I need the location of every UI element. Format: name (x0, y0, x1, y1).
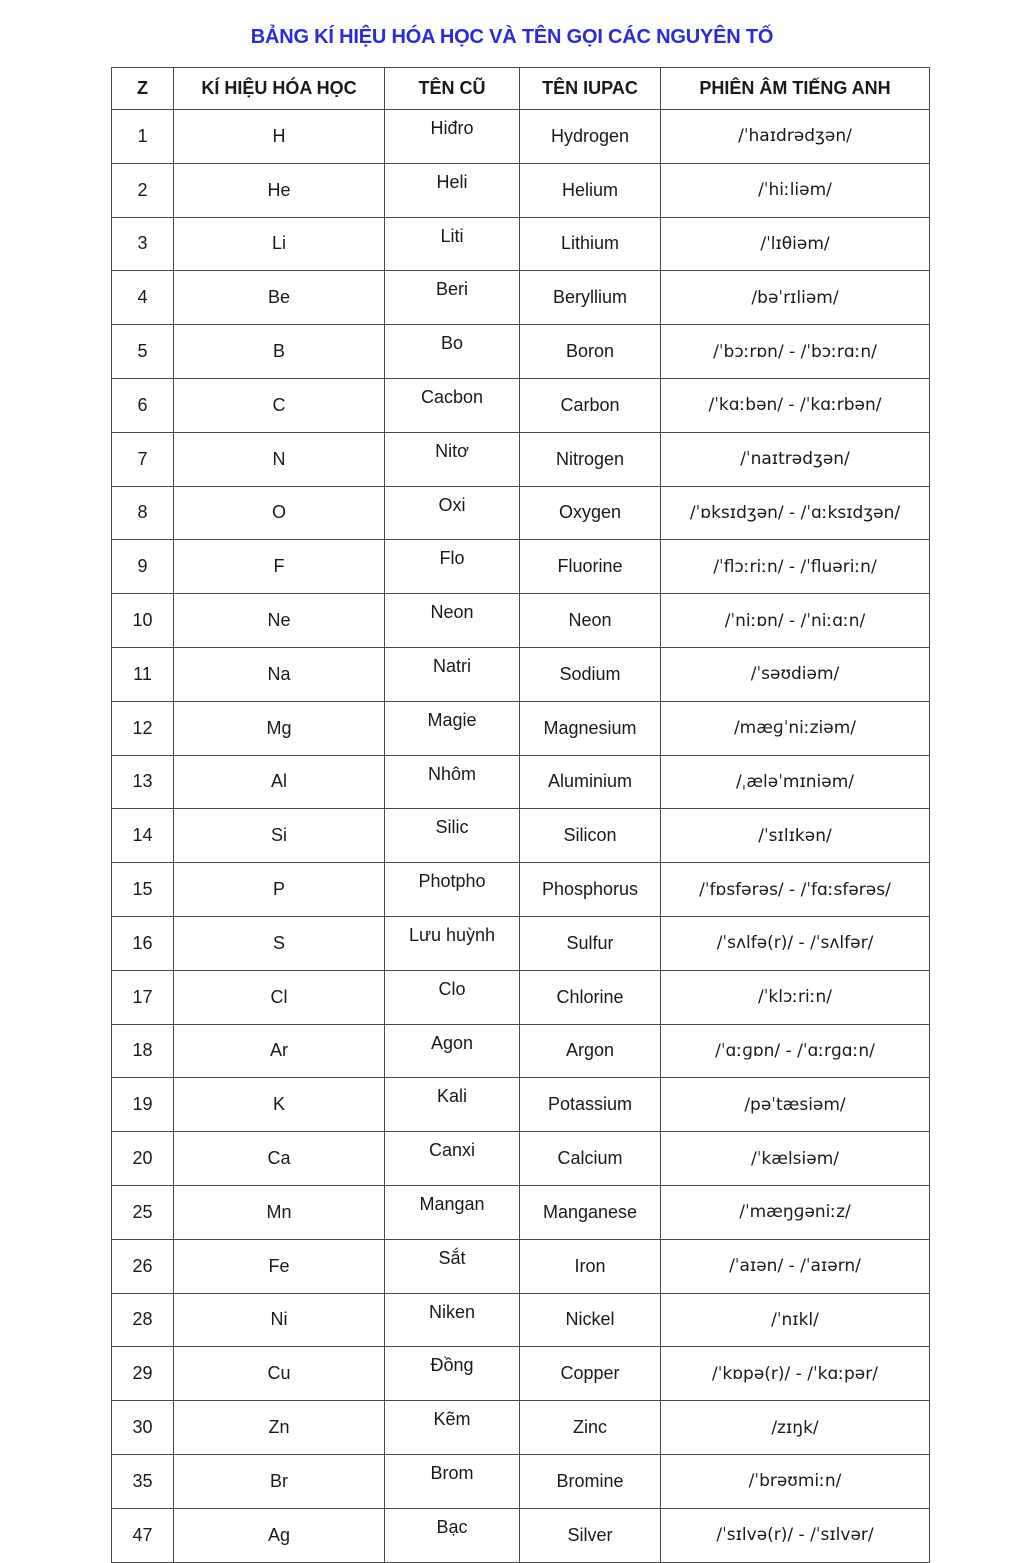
cell-symbol: Li (174, 217, 385, 271)
cell-z: 4 (112, 271, 174, 325)
cell-old-name: Nhôm (385, 755, 520, 809)
cell-z: 26 (112, 1239, 174, 1293)
cell-symbol: Ag (174, 1508, 385, 1562)
cell-old-name: Kali (385, 1078, 520, 1132)
table-row (112, 540, 930, 594)
column-header-iupac: TÊN IUPAC (520, 68, 661, 110)
cell-old-name: Clo (385, 970, 520, 1024)
cell-old-name: Agon (385, 1024, 520, 1078)
column-header-z: Z (112, 68, 174, 110)
cell-iupac: Magnesium (520, 701, 661, 755)
cell-ipa: /mæɡˈniːziəm/ (661, 701, 930, 755)
cell-symbol: Mg (174, 701, 385, 755)
cell-z: 47 (112, 1508, 174, 1562)
cell-symbol: H (174, 110, 385, 164)
table-row (112, 755, 930, 809)
cell-iupac: Oxygen (520, 486, 661, 540)
table-row (112, 1078, 930, 1132)
cell-iupac: Carbon (520, 378, 661, 432)
cell-symbol: O (174, 486, 385, 540)
cell-z: 3 (112, 217, 174, 271)
table-row (112, 1454, 930, 1508)
cell-ipa: /ˈmæŋɡəniːz/ (661, 1185, 930, 1239)
cell-iupac: Helium (520, 163, 661, 217)
cell-z: 30 (112, 1401, 174, 1455)
cell-symbol: Al (174, 755, 385, 809)
cell-ipa: /pəˈtæsiəm/ (661, 1078, 930, 1132)
cell-old-name: Canxi (385, 1132, 520, 1186)
cell-z: 10 (112, 594, 174, 648)
cell-old-name: Neon (385, 594, 520, 648)
cell-ipa: /ˈkɒpə(r)/ - /ˈkɑːpər/ (661, 1347, 930, 1401)
cell-z: 17 (112, 970, 174, 1024)
cell-iupac: Potassium (520, 1078, 661, 1132)
cell-old-name: Beri (385, 271, 520, 325)
cell-ipa: /ˈbrəʊmiːn/ (661, 1454, 930, 1508)
cell-ipa: /ˈkɑːbən/ - /ˈkɑːrbən/ (661, 378, 930, 432)
cell-ipa: /ˈsʌlfə(r)/ - /ˈsʌlfər/ (661, 916, 930, 970)
cell-iupac: Chlorine (520, 970, 661, 1024)
cell-iupac: Nickel (520, 1293, 661, 1347)
cell-iupac: Iron (520, 1239, 661, 1293)
cell-old-name: Bạc (385, 1508, 520, 1562)
cell-iupac: Beryllium (520, 271, 661, 325)
elements-table (111, 67, 930, 1563)
cell-symbol: Ne (174, 594, 385, 648)
cell-z: 5 (112, 325, 174, 379)
cell-iupac: Phosphorus (520, 863, 661, 917)
table-row (112, 378, 930, 432)
cell-iupac: Boron (520, 325, 661, 379)
cell-z: 6 (112, 378, 174, 432)
cell-symbol: B (174, 325, 385, 379)
table-row (112, 432, 930, 486)
cell-z: 13 (112, 755, 174, 809)
cell-z: 16 (112, 916, 174, 970)
table-row (112, 1024, 930, 1078)
cell-z: 8 (112, 486, 174, 540)
cell-old-name: Nitơ (385, 432, 520, 486)
cell-symbol: Br (174, 1454, 385, 1508)
table-row (112, 970, 930, 1024)
cell-iupac: Argon (520, 1024, 661, 1078)
cell-z: 28 (112, 1293, 174, 1347)
cell-old-name: Niken (385, 1293, 520, 1347)
table-row (112, 594, 930, 648)
cell-old-name: Flo (385, 540, 520, 594)
cell-ipa: /ˈbɔːrɒn/ - /ˈbɔːrɑːn/ (661, 325, 930, 379)
cell-ipa: /ˈnɪkl/ (661, 1293, 930, 1347)
table-header-row (112, 68, 930, 110)
cell-old-name: Cacbon (385, 378, 520, 432)
table-row (112, 701, 930, 755)
cell-z: 19 (112, 1078, 174, 1132)
cell-old-name: Hiđro (385, 110, 520, 164)
cell-z: 1 (112, 110, 174, 164)
cell-ipa: /ˈlɪθiəm/ (661, 217, 930, 271)
cell-ipa: /ˈsɪlvə(r)/ - /ˈsɪlvər/ (661, 1508, 930, 1562)
column-header-old-name: TÊN CŨ (385, 68, 520, 110)
cell-z: 35 (112, 1454, 174, 1508)
cell-old-name: Photpho (385, 863, 520, 917)
cell-ipa: /ˈflɔːriːn/ - /ˈfluəriːn/ (661, 540, 930, 594)
cell-old-name: Liti (385, 217, 520, 271)
cell-iupac: Manganese (520, 1185, 661, 1239)
cell-old-name: Heli (385, 163, 520, 217)
cell-iupac: Calcium (520, 1132, 661, 1186)
cell-ipa: /ˈklɔːriːn/ (661, 970, 930, 1024)
cell-symbol: Na (174, 647, 385, 701)
cell-ipa: /ˈnaɪtrədʒən/ (661, 432, 930, 486)
cell-old-name: Magie (385, 701, 520, 755)
cell-symbol: Cl (174, 970, 385, 1024)
cell-iupac: Sulfur (520, 916, 661, 970)
cell-z: 20 (112, 1132, 174, 1186)
table-row (112, 1239, 930, 1293)
cell-z: 11 (112, 647, 174, 701)
table-row (112, 1508, 930, 1562)
cell-z: 9 (112, 540, 174, 594)
cell-symbol: Mn (174, 1185, 385, 1239)
cell-old-name: Brom (385, 1454, 520, 1508)
cell-ipa: /ˈɑːɡɒn/ - /ˈɑːrɡɑːn/ (661, 1024, 930, 1078)
cell-iupac: Fluorine (520, 540, 661, 594)
cell-ipa: /ˈaɪən/ - /ˈaɪərn/ (661, 1239, 930, 1293)
table-row (112, 325, 930, 379)
table-row (112, 1347, 930, 1401)
table-row (112, 916, 930, 970)
cell-old-name: Lưu huỳnh (385, 916, 520, 970)
cell-z: 29 (112, 1347, 174, 1401)
cell-ipa: /ˈɒksɪdʒən/ - /ˈɑːksɪdʒən/ (661, 486, 930, 540)
cell-symbol: Ni (174, 1293, 385, 1347)
column-header-ipa: PHIÊN ÂM TIẾNG ANH (661, 68, 930, 110)
cell-old-name: Kẽm (385, 1401, 520, 1455)
cell-iupac: Silicon (520, 809, 661, 863)
table-row (112, 1132, 930, 1186)
cell-iupac: Nitrogen (520, 432, 661, 486)
cell-symbol: N (174, 432, 385, 486)
cell-symbol: F (174, 540, 385, 594)
table-row (112, 809, 930, 863)
cell-old-name: Silic (385, 809, 520, 863)
cell-symbol: C (174, 378, 385, 432)
cell-z: 7 (112, 432, 174, 486)
table-row (112, 163, 930, 217)
page-title: BẢNG KÍ HIỆU HÓA HỌC VÀ TÊN GỌI CÁC NGUYÊN TỐ (250, 26, 774, 48)
cell-z: 2 (112, 163, 174, 217)
cell-iupac: Aluminium (520, 755, 661, 809)
cell-ipa: /bəˈrɪliəm/ (661, 271, 930, 325)
cell-old-name: Oxi (385, 486, 520, 540)
cell-z: 12 (112, 701, 174, 755)
cell-iupac: Bromine (520, 1454, 661, 1508)
cell-symbol: Ca (174, 1132, 385, 1186)
cell-z: 25 (112, 1185, 174, 1239)
table-row (112, 110, 930, 164)
cell-ipa: /ˈhaɪdrədʒən/ (661, 110, 930, 164)
cell-old-name: Natri (385, 647, 520, 701)
cell-ipa: /ˈsəʊdiəm/ (661, 647, 930, 701)
cell-symbol: Si (174, 809, 385, 863)
cell-iupac: Zinc (520, 1401, 661, 1455)
cell-old-name: Đồng (385, 1347, 520, 1401)
cell-iupac: Copper (520, 1347, 661, 1401)
table-row (112, 1185, 930, 1239)
cell-ipa: /ˈkælsiəm/ (661, 1132, 930, 1186)
cell-ipa: /ˈhiːliəm/ (661, 163, 930, 217)
cell-symbol: Ar (174, 1024, 385, 1078)
cell-ipa: /ˈfɒsfərəs/ - /ˈfɑːsfərəs/ (661, 863, 930, 917)
cell-old-name: Mangan (385, 1185, 520, 1239)
table-row (112, 1401, 930, 1455)
cell-ipa: /ˌæləˈmɪniəm/ (661, 755, 930, 809)
cell-symbol: P (174, 863, 385, 917)
table-row (112, 863, 930, 917)
cell-symbol: S (174, 916, 385, 970)
cell-iupac: Hydrogen (520, 110, 661, 164)
cell-z: 14 (112, 809, 174, 863)
cell-z: 18 (112, 1024, 174, 1078)
cell-ipa: /ˈniːɒn/ - /ˈniːɑːn/ (661, 594, 930, 648)
cell-symbol: Zn (174, 1401, 385, 1455)
cell-z: 15 (112, 863, 174, 917)
cell-old-name: Bo (385, 325, 520, 379)
cell-symbol: He (174, 163, 385, 217)
cell-ipa: /ˈsɪlɪkən/ (661, 809, 930, 863)
table-row (112, 217, 930, 271)
table-row (112, 647, 930, 701)
cell-iupac: Lithium (520, 217, 661, 271)
cell-symbol: Cu (174, 1347, 385, 1401)
cell-symbol: Be (174, 271, 385, 325)
cell-symbol: Fe (174, 1239, 385, 1293)
cell-iupac: Sodium (520, 647, 661, 701)
column-header-symbol: KÍ HIỆU HÓA HỌC (174, 68, 385, 110)
cell-symbol: K (174, 1078, 385, 1132)
cell-ipa: /zɪŋk/ (661, 1401, 930, 1455)
cell-iupac: Silver (520, 1508, 661, 1562)
table-row (112, 1293, 930, 1347)
table-row (112, 486, 930, 540)
cell-iupac: Neon (520, 594, 661, 648)
cell-old-name: Sắt (385, 1239, 520, 1293)
table-row (112, 271, 930, 325)
